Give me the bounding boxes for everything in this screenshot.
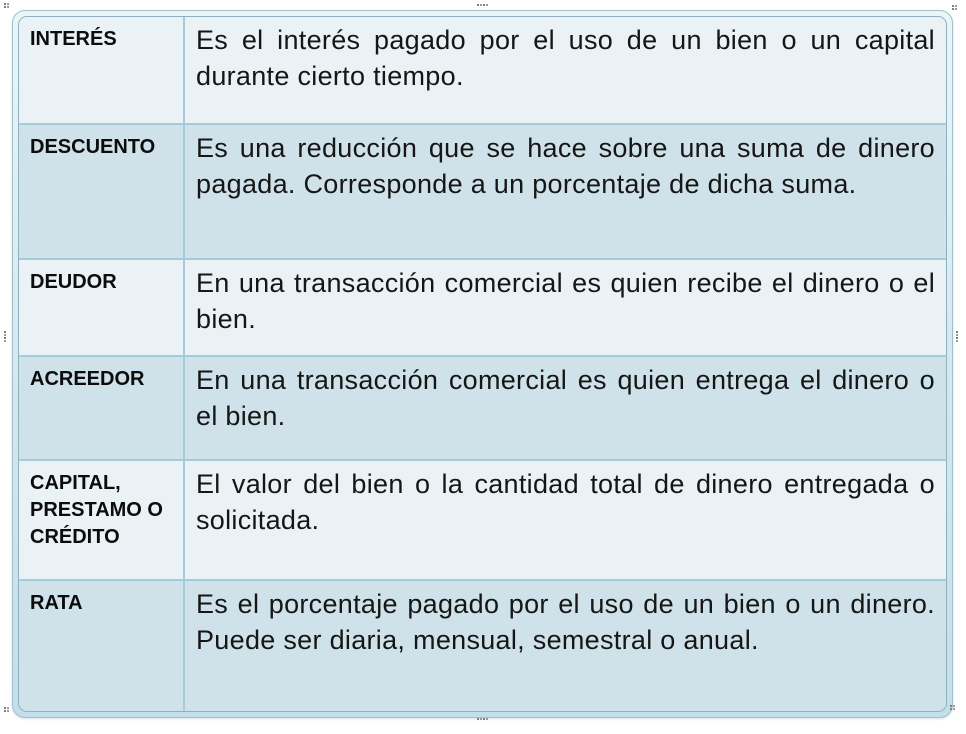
table-row (19, 356, 946, 460)
definition-cell: En una transacción comercial es quien entrega el dinero o el bien. (184, 356, 946, 460)
selection-handle-middle-right-icon[interactable] (956, 331, 958, 342)
table-row (19, 259, 946, 356)
selection-handle-bottom-center-icon[interactable] (477, 718, 488, 720)
term-cell: RATA (19, 580, 184, 712)
term-cell: ACREEDOR (19, 356, 184, 460)
selection-handle-top-left-icon[interactable] (4, 3, 9, 8)
table-frame (12, 10, 953, 718)
selection-handle-bottom-left-icon[interactable] (4, 707, 9, 712)
term-cell: DEUDOR (19, 259, 184, 356)
selection-handle-top-center-icon[interactable] (477, 4, 488, 6)
selection-handle-top-right-icon[interactable] (952, 5, 957, 10)
selection-handle-bottom-right-icon[interactable] (950, 705, 955, 710)
table-row (19, 580, 946, 712)
definition-cell: Es el interés pagado por el uso de un bien o un capital durante cierto tiempo. (184, 17, 946, 124)
term-cell: CAPITAL, PRESTAMO O CRÉDITO (19, 460, 184, 580)
table-border (18, 16, 947, 712)
table-row (19, 17, 946, 124)
table-row (19, 124, 946, 259)
term-cell: DESCUENTO (19, 124, 184, 259)
selection-handle-middle-left-icon[interactable] (4, 331, 6, 342)
table-row (19, 460, 946, 580)
definition-cell: En una transacción comercial es quien recibe el dinero o el bien. (184, 259, 946, 356)
definition-cell: El valor del bien o la cantidad total de dinero entregada o solicitada. (184, 460, 946, 580)
definition-cell: Es el porcentaje pagado por el uso de un bien o un dinero. Puede ser diaria, mensual, semestral o anual. (184, 580, 946, 712)
definition-cell: Es una reducción que se hace sobre una suma de dinero pagada. Corresponde a un porcentaje de dicha suma. (184, 124, 946, 259)
definitions-table (19, 17, 946, 712)
term-cell: INTERÉS (19, 17, 184, 124)
